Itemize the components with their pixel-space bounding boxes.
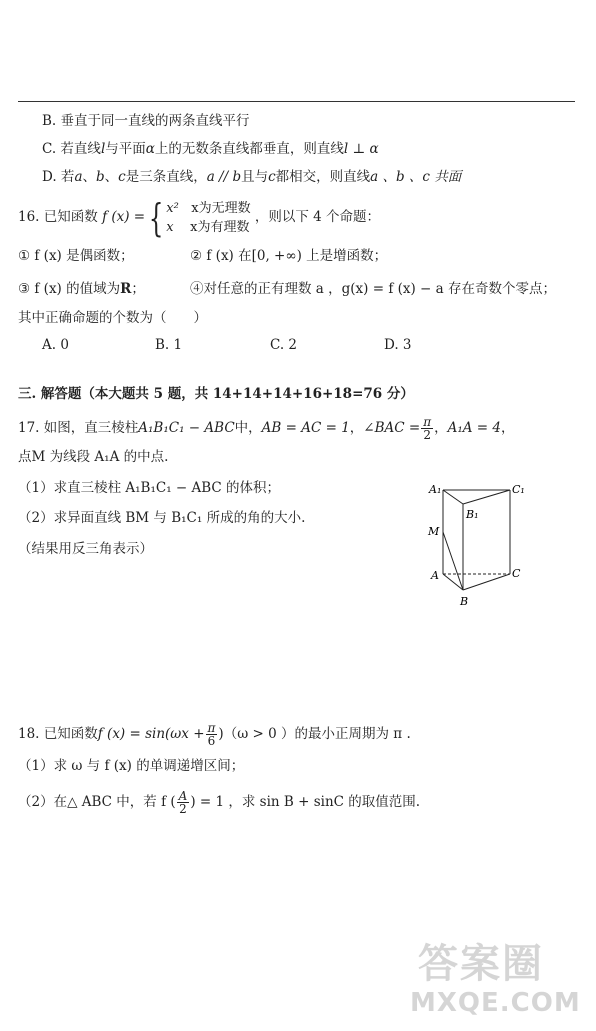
label-a1: A₁ xyxy=(429,483,442,496)
q15-option-b: B. 垂直于同一直线的两条直线平行 xyxy=(42,113,250,129)
case-brace: { xyxy=(148,195,164,240)
q17-sub-2: （2）求异面直线 BM 与 B₁C₁ 所成的角的大小. xyxy=(18,510,306,526)
q17-stem-line2: 点M 为线段 A₁A 的中点. xyxy=(18,449,169,465)
edge-b1c1 xyxy=(463,490,510,504)
watermark-logo-text: 答案圈 xyxy=(418,941,544,987)
q16-option-b: B. 1 xyxy=(155,337,183,353)
edge-bc xyxy=(463,574,510,590)
edge-a1b1 xyxy=(443,490,463,504)
watermark-domain: MXQE.COM xyxy=(410,988,581,1018)
prism-figure xyxy=(423,474,538,614)
q16-prop-2: ② f (x) 在[0, +∞) 上是增函数； xyxy=(190,248,388,264)
section-3-title: 三. 解答题（本大题共 5 题，共 14+14+14+16+18=76 分） xyxy=(18,386,414,402)
q15-option-d: D. 若a、b、c是三条直线，a // b且与c都相交，则直线a 、b 、c 共面 xyxy=(42,169,462,185)
q16-option-a: A. 0 xyxy=(42,337,69,353)
q17-note: （结果用反三角表示） xyxy=(18,541,153,557)
q16-prop-4: ④对任意的正有理数 a ，g(x) = f (x) − a 存在奇数个零点； xyxy=(190,281,556,297)
q16-option-c: C. 2 xyxy=(270,337,298,353)
label-c1: C₁ xyxy=(512,483,525,496)
label-b1: B₁ xyxy=(466,508,479,521)
q18-stem: 18. 已知函数f (x) = sin(ωx + $\frac{\pi}{6}$ )（ω > 0 ）的最小正周期为 π . xyxy=(18,721,411,748)
label-c: C xyxy=(512,567,521,580)
q16-prop-1: ① f (x) 是偶函数； xyxy=(18,248,134,264)
segment-bm xyxy=(443,532,463,590)
q15-option-c: C. 若直线l与平面α上的无数条直线都垂直，则直线l ⊥ α xyxy=(42,141,379,157)
q18-sub-2: （2）在△ ABC 中，若 f ( $\frac{A}{2}$ ) = 1 ，求 sin B + sinC 的取值范围. xyxy=(18,789,421,816)
phase-fraction: $\frac{\pi}{6}$ xyxy=(207,721,216,748)
label-a: A xyxy=(431,569,439,582)
q16-stem: 16. 已知函数 f (x) = { x² x为无理数 x x为有理数 ，则以下 4 个命题： xyxy=(18,195,381,240)
half-angle-fraction: $\frac{A}{2}$ xyxy=(178,789,188,816)
q18-sub-1: （1）求 ω 与 f (x) 的单调递增区间； xyxy=(18,758,245,774)
q16-prop-3: ③ f (x) 的值域为R； xyxy=(18,281,145,297)
watermark xyxy=(398,928,588,1026)
q16-question: 其中正确命题的个数为（ ） xyxy=(18,310,207,326)
angle-fraction: $\frac{\pi}{2}$ xyxy=(423,415,432,442)
top-rule xyxy=(18,101,575,102)
piecewise-cases: x² x为无理数 x x为有理数 xyxy=(166,200,251,235)
q16-option-d: D. 3 xyxy=(384,337,412,353)
label-m: M xyxy=(428,525,440,538)
q17-sub-1: （1）求直三棱柱 A₁B₁C₁ − ABC 的体积； xyxy=(18,480,281,496)
q17-stem-line1: 17. 如图，直三棱柱A₁B₁C₁ − ABC中，AB = AC = 1，∠BAC = $\frac{\pi}{2}$ ，A₁A = 4， xyxy=(18,415,515,442)
label-b: B xyxy=(460,595,469,608)
